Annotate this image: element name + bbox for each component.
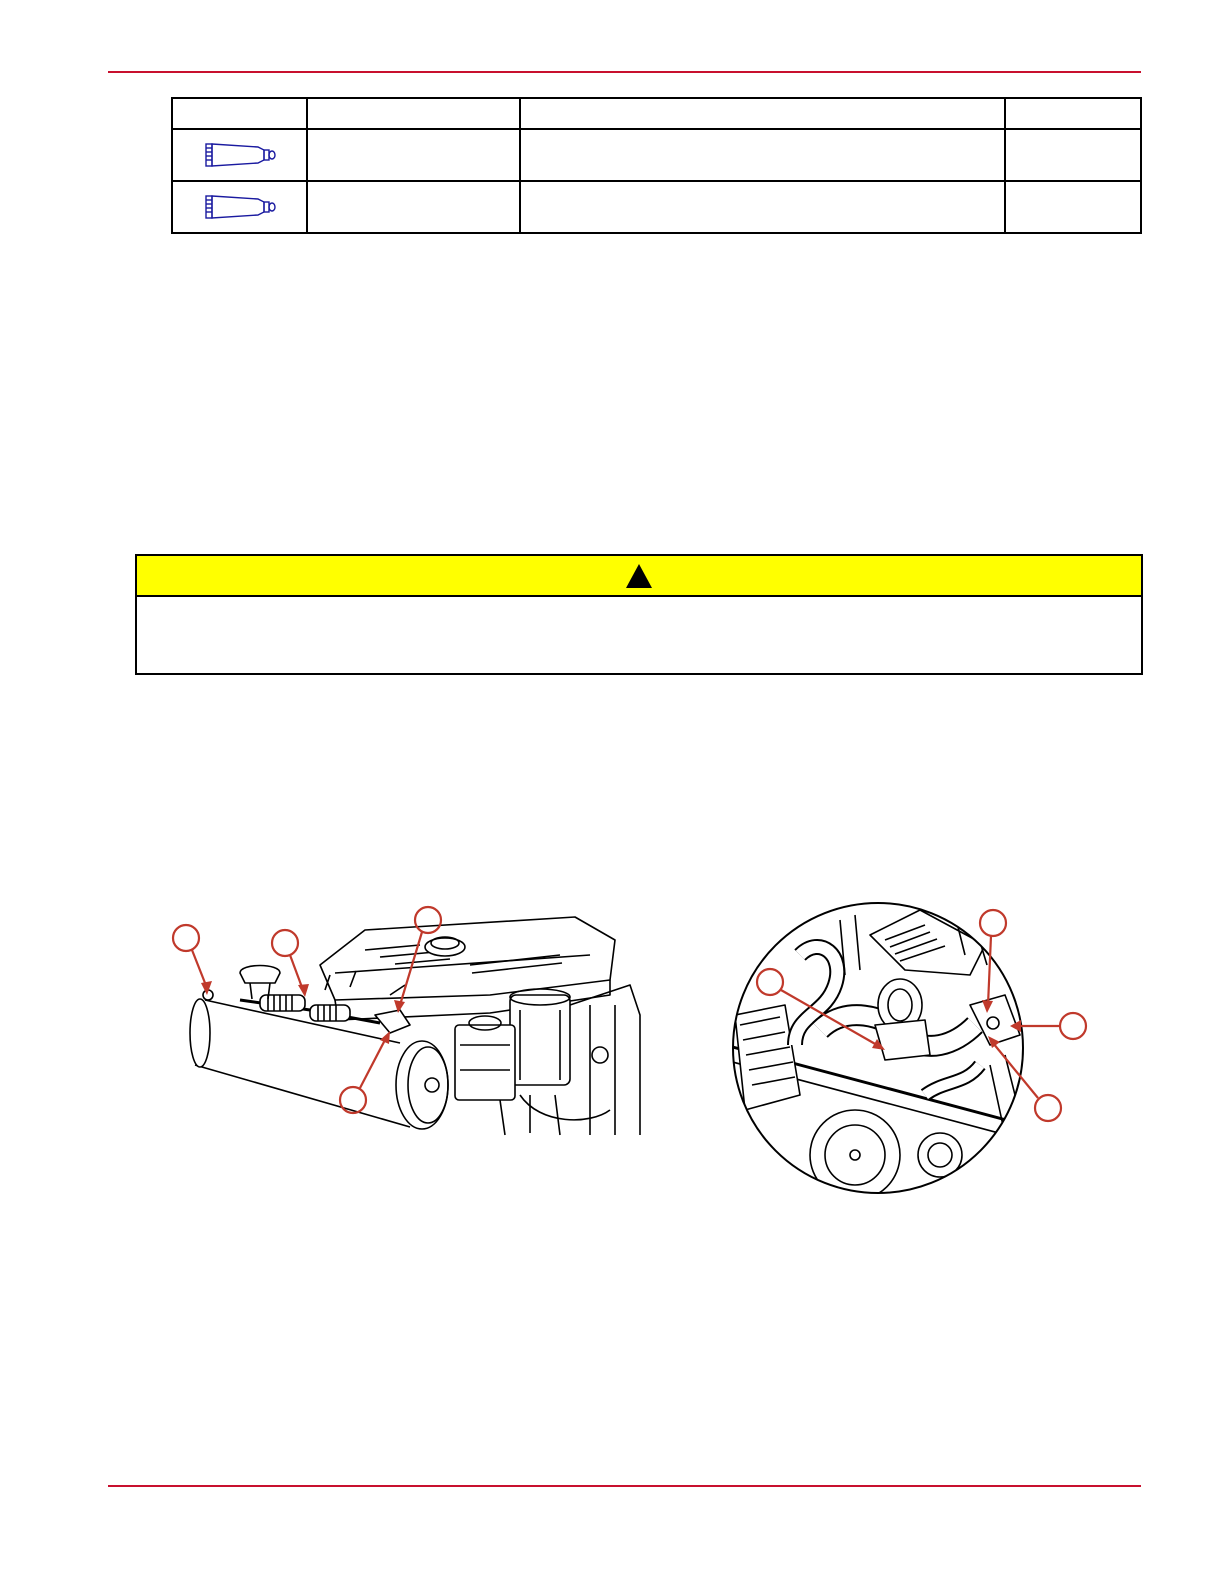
column-header xyxy=(520,98,1005,129)
warning-triangle-icon xyxy=(625,563,653,589)
part-number-cell xyxy=(1005,181,1141,233)
description-cell xyxy=(520,181,1005,233)
table-row xyxy=(172,129,1141,181)
tube-ref-cell xyxy=(307,129,520,181)
engine-detail-illustration xyxy=(725,895,1095,1200)
caution-box xyxy=(135,554,1143,675)
lubricant-tube-icon xyxy=(200,141,280,169)
engine-side-illustration xyxy=(160,895,650,1145)
description-cell xyxy=(520,129,1005,181)
lubricant-sealant-table xyxy=(171,97,1142,234)
header-rule xyxy=(108,71,1141,73)
callout-circle xyxy=(1035,1095,1061,1121)
callout-circle xyxy=(272,930,298,956)
table-row xyxy=(172,181,1141,233)
callout-circle xyxy=(173,925,199,951)
callout-circle xyxy=(980,910,1006,936)
column-header xyxy=(307,98,520,129)
callout-circle xyxy=(1060,1013,1086,1039)
part-number-cell xyxy=(1005,129,1141,181)
column-header xyxy=(172,98,307,129)
column-header xyxy=(1005,98,1141,129)
footer-rule xyxy=(108,1485,1141,1487)
tube-ref-cell xyxy=(307,181,520,233)
lubricant-tube-icon xyxy=(200,193,280,221)
table-header-row xyxy=(172,98,1141,129)
caution-banner xyxy=(137,556,1141,597)
